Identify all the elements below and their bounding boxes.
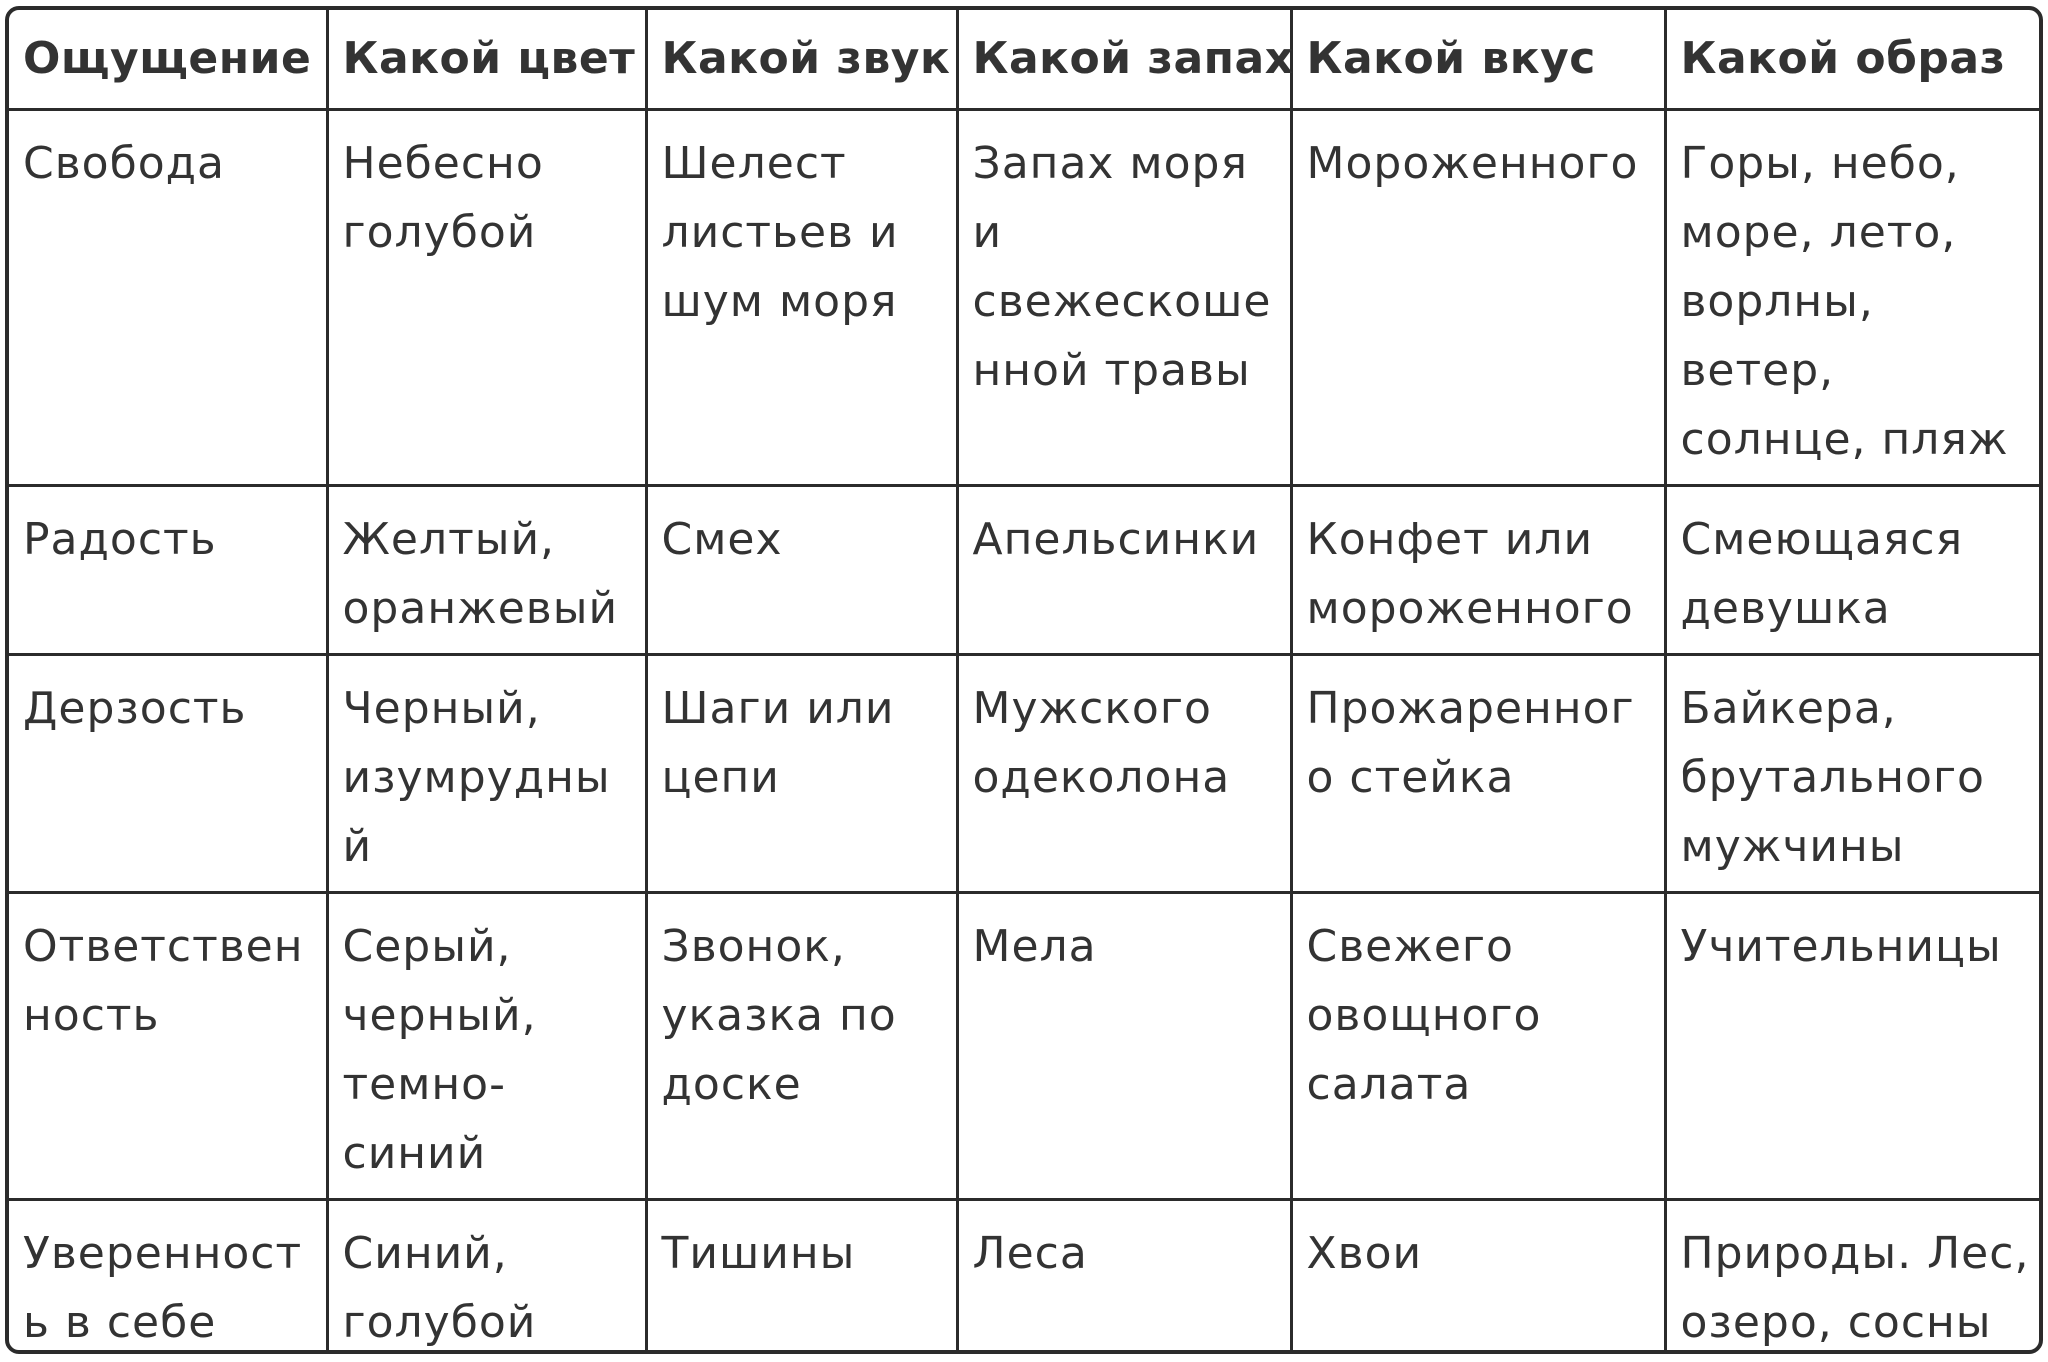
cell-smell: Леса (957, 1200, 1291, 1355)
cell-taste: Конфет или мороженного (1291, 486, 1665, 655)
cell-sensation: Радость (9, 486, 327, 655)
cell-sound: Звонок, указка по доске (646, 893, 957, 1200)
header-row (9, 10, 2043, 110)
cell-image: Природы. Лес, озеро, сосны (1665, 1200, 2043, 1355)
cell-taste: Прожаренного стейка (1291, 655, 1665, 893)
cell-color: Черный, изумрудный (327, 655, 646, 893)
cell-smell: Мужского одеколона (957, 655, 1291, 893)
cell-taste: Хвои (1291, 1200, 1665, 1355)
cell-color: Синий, голубой (327, 1200, 646, 1355)
header-image: Какой образ (1665, 10, 2043, 110)
table-row (9, 655, 2043, 893)
cell-image: Смеющаяся девушка (1665, 486, 2043, 655)
cell-sensation: Уверенность в себе (9, 1200, 327, 1355)
header-taste: Какой вкус (1291, 10, 1665, 110)
cell-smell: Запах моря и свежескошенной травы (957, 110, 1291, 486)
cell-taste: Свежего овощного салата (1291, 893, 1665, 1200)
cell-image: Горы, небо, море, лето, ворлны, ветер, солнце, пляж (1665, 110, 2043, 486)
cell-sound: Шелест листьев и шум моря (646, 110, 957, 486)
cell-smell: Мела (957, 893, 1291, 1200)
table-row (9, 1200, 2043, 1355)
cell-color: Желтый, оранжевый (327, 486, 646, 655)
header-sound: Какой звук (646, 10, 957, 110)
header-sensation: Ощущение (9, 10, 327, 110)
cell-sound: Шаги или цепи (646, 655, 957, 893)
sensation-grid (9, 10, 2043, 1354)
cell-image: Байкера, брутального мужчины (1665, 655, 2043, 893)
header-color: Какой цвет (327, 10, 646, 110)
header-smell: Какой запах (957, 10, 1291, 110)
cell-image: Учительницы (1665, 893, 2043, 1200)
cell-sensation: Свобода (9, 110, 327, 486)
cell-sound: Тишины (646, 1200, 957, 1355)
cell-sensation: Дерзость (9, 655, 327, 893)
table-row (9, 486, 2043, 655)
table-row (9, 110, 2043, 486)
cell-color: Серый, черный, темно-синий (327, 893, 646, 1200)
cell-sensation: Ответственность (9, 893, 327, 1200)
cell-color: Небесно голубой (327, 110, 646, 486)
table-row (9, 893, 2043, 1200)
cell-smell: Апельсинки (957, 486, 1291, 655)
sensation-table (5, 6, 2043, 1354)
cell-taste: Мороженного (1291, 110, 1665, 486)
cell-sound: Смех (646, 486, 957, 655)
